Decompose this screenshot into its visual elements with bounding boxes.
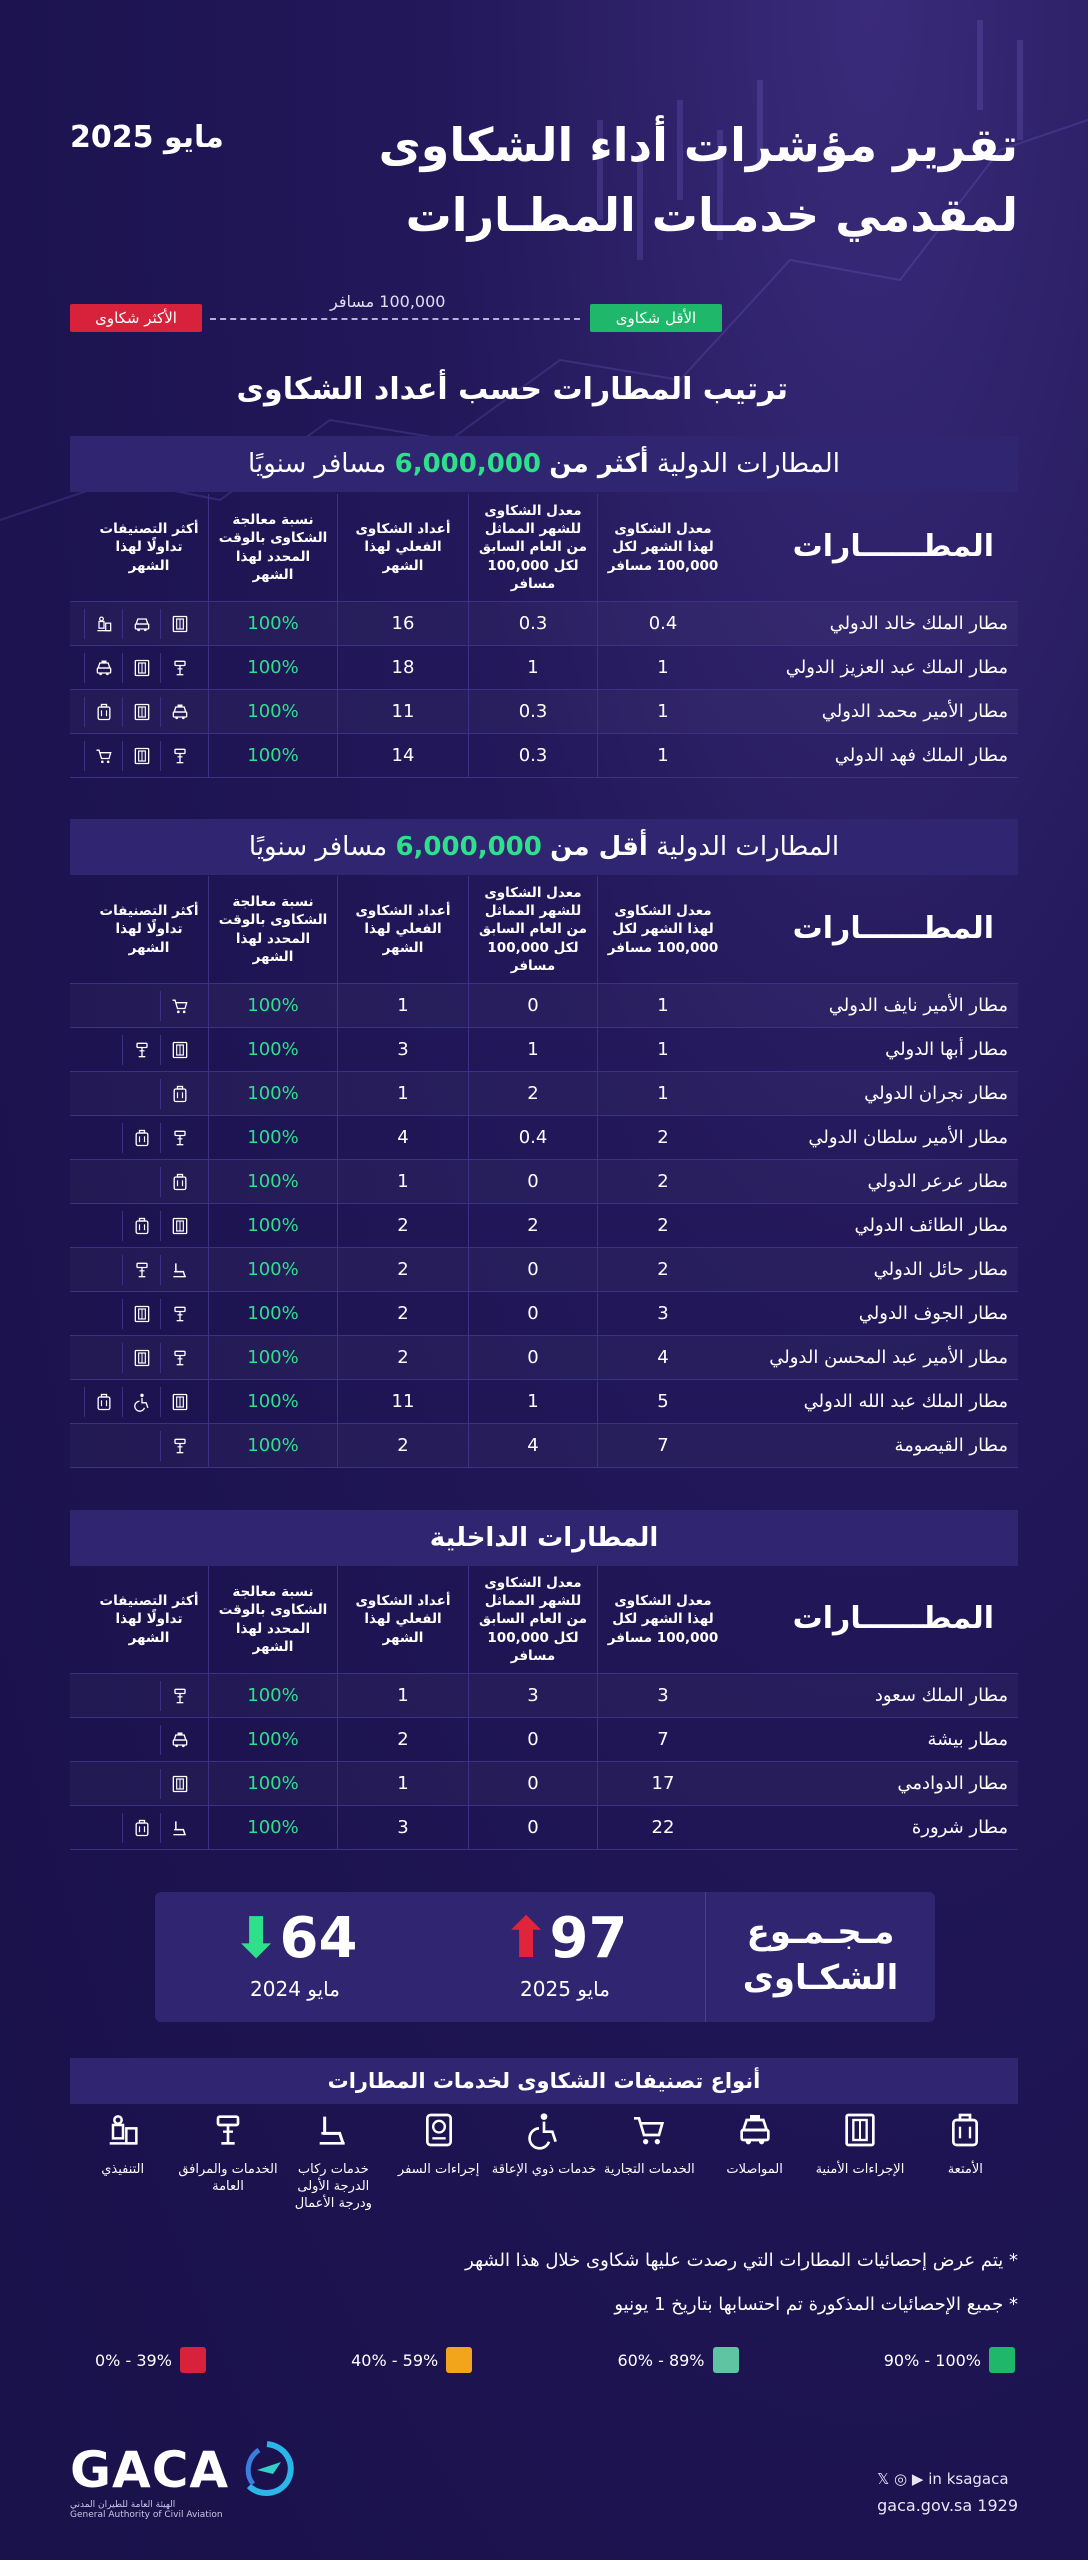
on-time-pct-value: 100%	[208, 602, 338, 645]
actual-count-value: 2	[397, 1215, 409, 1236]
luggage-icon	[84, 1387, 122, 1417]
complaint-type-label: إجراءات السفر	[397, 2161, 480, 2177]
group1-title-band	[70, 436, 1018, 492]
commercial-icon	[597, 2110, 702, 2162]
scale-item	[617, 2345, 738, 2375]
rate-prev-value: 0	[468, 1336, 598, 1379]
scale-swatch	[180, 2347, 206, 2373]
top-categories-cell	[80, 602, 208, 645]
scale-item	[351, 2345, 472, 2375]
transport-icon	[702, 2110, 807, 2162]
on-time-pct-value: 100%	[208, 1072, 338, 1115]
rate-month-value: 22	[651, 1817, 675, 1838]
complaint-type-label: خدمات ذوي الإعاقة	[491, 2161, 597, 2177]
table-row	[70, 1380, 1018, 1424]
actual-count-value: 3	[397, 1039, 409, 1060]
on-time-pct-value: 100%	[208, 1160, 338, 1203]
rate-prev-value: 0.3	[468, 602, 598, 645]
col-top-categories: أكثر التصنيفات تداولًا لهذا الشهر	[99, 903, 199, 956]
rate-month-value: 1	[657, 701, 669, 722]
top-categories-cell	[80, 1116, 208, 1159]
rate-month-value: 2	[657, 1259, 669, 1280]
airport-name: مطار القيصومة	[894, 1435, 1008, 1456]
security-icon	[160, 1387, 198, 1417]
actual-count-value: 16	[391, 613, 415, 634]
luggage-icon	[122, 1123, 160, 1153]
airport-name: مطار نجران الدولي	[864, 1083, 1008, 1104]
facilities-icon	[175, 2110, 280, 2162]
table-row	[70, 734, 1018, 778]
rate-prev-value: 0.3	[468, 690, 598, 733]
table-header	[70, 876, 1018, 984]
table-row	[70, 1718, 1018, 1762]
actual-count-value: 14	[391, 745, 415, 766]
gaca-logo-word: GACA	[70, 2441, 230, 2499]
current-total-value: 97	[549, 1906, 628, 1971]
rate-prev-value: 0	[468, 1718, 598, 1761]
top-categories-cell	[80, 1380, 208, 1423]
actual-count-value: 1	[397, 1685, 409, 1706]
airport-name: مطار أبها الدولي	[885, 1039, 1008, 1060]
least-complaints-badge: الأقل شكاوى	[590, 304, 722, 332]
total-complaints-label	[705, 1892, 935, 2022]
complaint-type-label: الخدمات التجارية	[603, 2161, 695, 2177]
note-calculation-date: * جميع الإحصائيات المذكورة تم احتسابها بتاريخ 1 يونيو	[614, 2294, 1018, 2315]
group2-title-suffix: مسافر سنويًا	[248, 832, 388, 862]
rate-month-value: 3	[657, 1303, 669, 1324]
col-airports: المطــــــارات	[792, 911, 994, 947]
rate-month-value: 17	[651, 1773, 675, 1794]
col-actual: أعداد الشكاوى الفعلي لهذا الشهر	[355, 1593, 451, 1646]
complaint-type-item	[175, 2110, 280, 2220]
complaint-type-label: الأمتعة	[947, 2161, 983, 2177]
rate-prev-value: 0	[468, 984, 598, 1027]
top-categories-cell	[80, 1072, 208, 1115]
total-complaints-panel	[155, 1892, 935, 2022]
top-categories-cell	[80, 734, 208, 777]
rate-prev-value: 0	[468, 1248, 598, 1291]
rate-month-value: 4	[657, 1347, 669, 1368]
complaint-type-item	[70, 2110, 175, 2220]
table-row	[70, 1160, 1018, 1204]
airport-name: مطار الأمير نايف الدولي	[828, 995, 1008, 1016]
passengers-per-unit-label: 100,000 مسافر	[330, 292, 446, 311]
group3-table	[70, 1566, 1018, 1850]
top-categories-cell	[80, 1806, 208, 1849]
complaint-type-label: الإجراءات الأمنية	[815, 2161, 905, 2177]
col-actual: أعداد الشكاوى الفعلي لهذا الشهر	[355, 903, 451, 956]
table-row	[70, 1116, 1018, 1160]
top-categories-cell	[80, 1292, 208, 1335]
facilities-icon	[122, 1035, 160, 1065]
table-row	[70, 602, 1018, 646]
rate-month-value: 1	[657, 745, 669, 766]
security-icon	[122, 653, 160, 683]
facilities-icon	[160, 1123, 198, 1153]
scale-swatch	[713, 2347, 739, 2373]
on-time-pct-value: 100%	[208, 1292, 338, 1335]
scale-label: 90% - 100%	[883, 2350, 981, 2370]
luggage-icon	[122, 1211, 160, 1241]
facilities-icon	[160, 653, 198, 683]
on-time-pct-value: 100%	[208, 1718, 338, 1761]
rate-prev-value: 1	[468, 1380, 598, 1423]
current-total-period: مايو 2025	[520, 1977, 610, 2001]
col-on-time-pct: نسبة معالجة الشكاوى بالوقت المحدد لهذا الشهر	[208, 494, 338, 601]
airport-name: مطار الأمير سلطان الدولي	[808, 1127, 1008, 1148]
total-label-line1: مـجـمـوع	[746, 1912, 895, 1952]
actual-count-value: 2	[397, 1259, 409, 1280]
group1-title-prefix: المطارات الدولية	[656, 449, 840, 479]
scale-label: 60% - 89%	[617, 2350, 705, 2370]
group3-title-band	[70, 1510, 1018, 1566]
on-time-pct-value: 100%	[208, 1424, 338, 1467]
col-rate-month: معدل الشكاوى لهذا الشهر لكل 100,000 مسافر	[607, 1593, 719, 1646]
actual-count-value: 11	[391, 1391, 415, 1412]
first-class-icon	[160, 1255, 198, 1285]
most-complaints-badge: الأكثر شكاوى	[70, 304, 202, 332]
rate-prev-value: 2	[468, 1072, 598, 1115]
scale-label: 0% - 39%	[95, 2350, 172, 2370]
rate-prev-value: 0	[468, 1160, 598, 1203]
group2-title-number: 6,000,000	[395, 832, 542, 862]
commercial-icon	[84, 741, 122, 771]
report-title-line2: لمقدمي خدمـات المطـارات	[405, 188, 1018, 242]
transport-icon	[160, 697, 198, 727]
complaint-type-item	[702, 2110, 807, 2220]
rate-prev-value: 0	[468, 1762, 598, 1805]
rate-month-value: 5	[657, 1391, 669, 1412]
facilities-icon	[122, 1255, 160, 1285]
table-row	[70, 1248, 1018, 1292]
security-icon	[160, 1769, 198, 1799]
group2-title-band	[70, 819, 1018, 875]
on-time-pct-value: 100%	[208, 1336, 338, 1379]
table-row	[70, 1674, 1018, 1718]
transport-alt-icon	[122, 609, 160, 639]
airport-name: مطار الملك عبد العزيز الدولي	[785, 657, 1008, 678]
security-icon	[807, 2110, 912, 2162]
table-header	[70, 1566, 1018, 1674]
total-label-line2: الشكـاوى	[742, 1957, 899, 1998]
gaca-emblem-icon	[237, 2440, 297, 2500]
table-row	[70, 1204, 1018, 1248]
top-categories-cell	[80, 690, 208, 733]
facilities-icon	[160, 741, 198, 771]
security-icon	[160, 1211, 198, 1241]
security-icon	[122, 697, 160, 727]
rate-prev-value: 4	[468, 1424, 598, 1467]
on-time-pct-value: 100%	[208, 1028, 338, 1071]
airport-name: مطار الأمير محمد الدولي	[821, 701, 1008, 722]
col-rate-month: معدل الشكاوى لهذا الشهر لكل 100,000 مسافر	[607, 521, 719, 574]
on-time-pct-value: 100%	[208, 1806, 338, 1849]
facilities-icon	[160, 1343, 198, 1373]
table-row	[70, 984, 1018, 1028]
airport-name: مطار حائل الدولي	[873, 1259, 1008, 1280]
table-header	[70, 494, 1018, 602]
group1-title-number: 6,000,000	[394, 449, 542, 479]
on-time-pct-value: 100%	[208, 1762, 338, 1805]
airport-name: مطار عرعر الدولي	[867, 1171, 1008, 1192]
complaint-type-label: الخدمات والمرافق العامة	[178, 2161, 278, 2194]
top-categories-cell	[80, 1718, 208, 1761]
complaints-scale-legend	[70, 292, 720, 340]
col-airports: المطــــــارات	[792, 529, 994, 565]
airport-name: مطار الملك سعود	[874, 1685, 1008, 1706]
table-row	[70, 1336, 1018, 1380]
col-on-time-pct: نسبة معالجة الشكاوى بالوقت المحدد لهذا الشهر	[208, 1566, 338, 1673]
top-categories-cell	[80, 1674, 208, 1717]
col-airports: المطــــــارات	[792, 1601, 994, 1637]
table-row	[70, 1072, 1018, 1116]
processing-rate-scale	[95, 2345, 1015, 2375]
report-title-line1: تقرير مؤشرات أداء الشكاوى	[378, 118, 1018, 172]
previous-total-period: مايو 2024	[250, 1977, 340, 2001]
commercial-icon	[160, 991, 198, 1021]
col-top-categories: أكثر التصنيفات تداولًا لهذا الشهر	[99, 521, 199, 574]
airport-name: مطار الجوف الدولي	[858, 1303, 1008, 1324]
rate-prev-value: 3	[468, 1674, 598, 1717]
col-actual: أعداد الشكاوى الفعلي لهذا الشهر	[355, 521, 451, 574]
actual-count-value: 18	[391, 657, 415, 678]
actual-count-value: 3	[397, 1817, 409, 1838]
top-categories-cell	[80, 646, 208, 689]
note-airports-shown: * يتم عرض إحصائيات المطارات التي رصدت عليها شكاوى خلال هذا الشهر	[465, 2250, 1018, 2271]
complaint-type-item	[913, 2110, 1018, 2220]
table-row	[70, 690, 1018, 734]
group2-title-bold: أقل من	[550, 832, 648, 862]
luggage-icon	[913, 2110, 1018, 2162]
first-class-icon	[160, 1813, 198, 1843]
youtube-icon[interactable]: ▶	[911, 2470, 924, 2488]
rate-prev-value: 0	[468, 1806, 598, 1849]
rate-month-value: 1	[657, 657, 669, 678]
table-row	[70, 1292, 1018, 1336]
group1-title-bold: أكثر من	[549, 449, 649, 479]
airport-name: مطار الدوادمي	[897, 1773, 1008, 1794]
complaint-type-item	[491, 2110, 596, 2220]
current-total	[445, 1906, 685, 2001]
rate-month-value: 2	[657, 1215, 669, 1236]
security-icon	[160, 609, 198, 639]
scale-item	[884, 2345, 1015, 2375]
on-time-pct-value: 100%	[208, 1204, 338, 1247]
rate-month-value: 3	[657, 1685, 669, 1706]
table-row	[70, 1806, 1018, 1850]
linkedin-icon[interactable]: in	[928, 2470, 942, 2488]
top-categories-cell	[80, 1424, 208, 1467]
airport-name: مطار الأمير عبد المحسن الدولي	[769, 1347, 1008, 1368]
top-categories-cell	[80, 1762, 208, 1805]
col-top-categories: أكثر التصنيفات تداولًا لهذا الشهر	[99, 1593, 199, 1646]
col-rate-month: معدل الشكاوى لهذا الشهر لكل 100,000 مسافر	[607, 903, 719, 956]
rate-month-value: 0.4	[648, 613, 678, 634]
actual-count-value: 2	[397, 1435, 409, 1456]
rate-month-value: 1	[657, 1083, 669, 1104]
security-icon	[160, 1035, 198, 1065]
actual-count-value: 4	[397, 1127, 409, 1148]
luggage-icon	[122, 1813, 160, 1843]
on-time-pct-value: 100%	[208, 1380, 338, 1423]
complaint-types-title: أنواع تصنيفات الشكاوى لخدمات المطارات	[70, 2058, 1018, 2104]
report-month: مايو 2025	[70, 120, 224, 155]
executive-icon	[70, 2110, 175, 2162]
col-rate-prev: معدل الشكاوى للشهر المماثل من العام السابق لكل 100,000 مسافر	[468, 876, 598, 983]
group1-title-suffix: مسافر سنويًا	[248, 449, 387, 479]
ranking-section-title: ترتيب المطارات حسب أعداد الشكاوى	[236, 372, 788, 407]
on-time-pct-value: 100%	[208, 734, 338, 777]
complaint-type-item	[386, 2110, 491, 2220]
luggage-icon	[84, 697, 122, 727]
complaint-type-label: المواصلات	[726, 2161, 783, 2177]
scale-item	[95, 2345, 206, 2375]
facilities-icon	[160, 1431, 198, 1461]
security-icon	[122, 1343, 160, 1373]
on-time-pct-value: 100%	[208, 984, 338, 1027]
scale-swatch	[446, 2347, 472, 2373]
arrow-down-icon: ⬇	[232, 1906, 280, 1971]
website-and-phone[interactable]: gaca.gov.sa 1929	[877, 2496, 1018, 2515]
facilities-icon	[160, 1681, 198, 1711]
airport-name: مطار الملك عبد الله الدولي	[803, 1391, 1008, 1412]
complaint-type-item	[597, 2110, 702, 2220]
actual-count-value: 11	[391, 701, 415, 722]
rate-prev-value: 1	[468, 646, 598, 689]
previous-total	[175, 1906, 415, 2001]
disability-icon	[122, 1387, 160, 1417]
rate-month-value: 1	[657, 995, 669, 1016]
contact-info	[877, 2470, 1018, 2515]
instagram-icon[interactable]: ◎	[894, 2470, 908, 2488]
airport-name: مطار شرورة	[911, 1817, 1008, 1838]
actual-count-value: 2	[397, 1729, 409, 1750]
col-rate-prev: معدل الشكاوى للشهر المماثل من العام السابق لكل 100,000 مسافر	[468, 494, 598, 601]
complaint-type-item	[807, 2110, 912, 2220]
rate-month-value: 1	[657, 1039, 669, 1060]
top-categories-cell	[80, 1028, 208, 1071]
top-categories-cell	[80, 984, 208, 1027]
on-time-pct-value: 100%	[208, 1674, 338, 1717]
rate-prev-value: 2	[468, 1204, 598, 1247]
rate-prev-value: 0.4	[468, 1116, 598, 1159]
group2-table	[70, 876, 1018, 1468]
rate-prev-value: 0	[468, 1292, 598, 1335]
transport-icon	[84, 653, 122, 683]
table-row	[70, 1762, 1018, 1806]
arrow-up-icon: ⬆	[502, 1906, 550, 1971]
previous-total-value: 64	[279, 1906, 358, 1971]
group3-title: المطارات الداخلية	[429, 1523, 659, 1553]
gaca-arabic-name: الهيئة العامة للطيران المدني	[70, 2500, 176, 2510]
complaint-type-item	[281, 2110, 386, 2220]
complaint-type-label: التنفيذي	[101, 2161, 145, 2177]
social-handle[interactable]: ksagaca	[946, 2470, 1009, 2488]
airport-name: مطار الملك خالد الدولي	[829, 613, 1008, 634]
table-row	[70, 1424, 1018, 1468]
on-time-pct-value: 100%	[208, 1248, 338, 1291]
actual-count-value: 1	[397, 1083, 409, 1104]
rate-prev-value: 1	[468, 1028, 598, 1071]
social-links	[877, 2470, 1018, 2488]
scale-label: 40% - 59%	[351, 2350, 439, 2370]
security-icon	[122, 741, 160, 771]
complaint-type-label: خدمات ركاب الدرجة الأولى ودرجة الأعمال	[294, 2161, 372, 2211]
actual-count-value: 1	[397, 1773, 409, 1794]
first-class-icon	[281, 2110, 386, 2162]
rate-month-value: 7	[657, 1435, 669, 1456]
gaca-english-name: General Authority of Civil Aviation	[70, 2510, 223, 2520]
gaca-logo	[70, 2440, 297, 2520]
top-categories-cell	[80, 1204, 208, 1247]
airport-name: مطار بيشة	[927, 1729, 1008, 1750]
luggage-icon	[160, 1167, 198, 1197]
top-categories-cell	[80, 1160, 208, 1203]
security-icon	[122, 1299, 160, 1329]
actual-count-value: 1	[397, 995, 409, 1016]
rate-month-value: 7	[657, 1729, 669, 1750]
x-icon[interactable]: 𝕏	[877, 2470, 890, 2488]
disability-icon	[491, 2110, 596, 2162]
top-categories-cell	[80, 1336, 208, 1379]
table-row	[70, 1028, 1018, 1072]
on-time-pct-value: 100%	[208, 1116, 338, 1159]
executive-icon	[84, 609, 122, 639]
group2-title-prefix: المطارات الدولية	[656, 832, 840, 862]
rate-month-value: 2	[657, 1127, 669, 1148]
actual-count-value: 2	[397, 1347, 409, 1368]
airport-name: مطار الطائف الدولي	[854, 1215, 1008, 1236]
facilities-icon	[160, 1299, 198, 1329]
scale-dashed-line	[210, 318, 580, 320]
scale-swatch	[989, 2347, 1015, 2373]
on-time-pct-value: 100%	[208, 690, 338, 733]
actual-count-value: 2	[397, 1303, 409, 1324]
transport-icon	[160, 1725, 198, 1755]
rate-month-value: 2	[657, 1171, 669, 1192]
complaint-types-legend	[70, 2110, 1018, 2220]
table-row	[70, 646, 1018, 690]
top-categories-cell	[80, 1248, 208, 1291]
rate-prev-value: 0.3	[468, 734, 598, 777]
actual-count-value: 1	[397, 1171, 409, 1192]
travel-icon	[386, 2110, 491, 2162]
on-time-pct-value: 100%	[208, 646, 338, 689]
group1-table	[70, 494, 1018, 778]
col-on-time-pct: نسبة معالجة الشكاوى بالوقت المحدد لهذا الشهر	[208, 876, 338, 983]
col-rate-prev: معدل الشكاوى للشهر المماثل من العام السابق لكل 100,000 مسافر	[468, 1566, 598, 1673]
airport-name: مطار الملك فهد الدولي	[834, 745, 1008, 766]
luggage-icon	[160, 1079, 198, 1109]
